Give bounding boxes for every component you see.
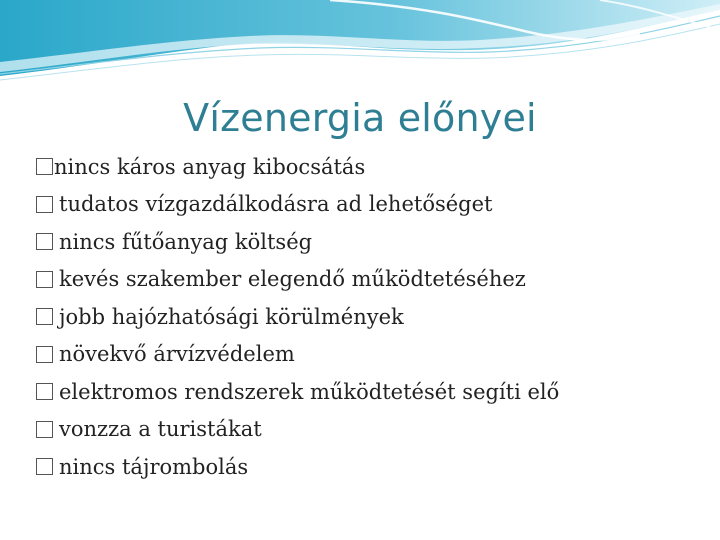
empty-square-icon bbox=[36, 233, 53, 250]
page-title: Vízenergia előnyei bbox=[183, 96, 537, 140]
empty-square-icon bbox=[36, 196, 53, 213]
empty-square-icon bbox=[36, 458, 53, 475]
list-item-text: kevés szakember elegendő működtetéséhez bbox=[59, 267, 526, 292]
bullet-list bbox=[36, 148, 559, 486]
empty-square-icon bbox=[36, 158, 53, 175]
list-item-text: növekvő árvízvédelem bbox=[59, 342, 295, 367]
empty-square-icon bbox=[36, 271, 53, 288]
header-wave-decoration bbox=[0, 0, 720, 90]
list-item bbox=[36, 411, 559, 449]
list-item-text: nincs káros anyag kibocsátás bbox=[54, 154, 366, 179]
empty-square-icon bbox=[36, 308, 53, 325]
list-item-text: elektromos rendszerek működtetését segíti elő bbox=[59, 379, 560, 404]
list-item bbox=[36, 186, 559, 224]
list-item-text: nincs fűtőanyag költség bbox=[59, 229, 313, 254]
list-item bbox=[36, 261, 559, 299]
list-item bbox=[36, 298, 559, 336]
list-item bbox=[36, 373, 559, 411]
empty-square-icon bbox=[36, 346, 53, 363]
list-item-text: nincs tájrombolás bbox=[59, 454, 249, 479]
empty-square-icon bbox=[36, 383, 53, 400]
list-item-text: tudatos vízgazdálkodásra ad lehetőséget bbox=[59, 192, 493, 217]
list-item bbox=[36, 336, 559, 374]
list-item bbox=[36, 223, 559, 261]
list-item-text: jobb hajózhatósági körülmények bbox=[59, 304, 404, 329]
list-item bbox=[36, 448, 559, 486]
empty-square-icon bbox=[36, 421, 53, 438]
list-item bbox=[36, 148, 559, 186]
list-item-text: vonzza a turistákat bbox=[59, 417, 262, 442]
